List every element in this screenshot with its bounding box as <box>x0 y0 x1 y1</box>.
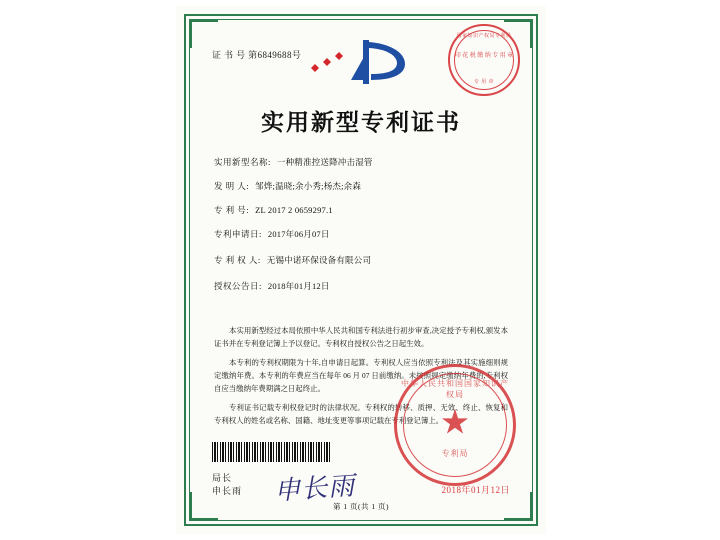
field-grant-announcement-date <box>214 280 510 292</box>
patent-certificate-sheet <box>176 6 546 534</box>
certificate-fields <box>214 156 510 304</box>
border-corner-top-left <box>190 20 218 48</box>
field-label: 专 利 号: <box>214 205 250 215</box>
field-inventors <box>214 180 510 192</box>
big-seal-arc-top-text: 中华人民共和国国家知识产权局 <box>401 379 509 399</box>
national-ip-office-seal-icon <box>394 364 516 486</box>
field-value: ZL 2017 2 0659297.1 <box>255 205 333 215</box>
stamp-duty-seal-icon <box>448 24 520 96</box>
top-seal-bottom-text: 专 用 章 <box>473 80 494 85</box>
field-value: 2018年01月12日 <box>267 281 330 291</box>
field-value: 2017年06月07日 <box>267 229 330 239</box>
certificate-serial-number: 证 书 号 第6849688号 <box>212 50 302 60</box>
field-label: 实用新型名称: <box>214 157 271 167</box>
signature-title: 局长 <box>212 473 233 483</box>
top-seal-middle-text: 印 花 税 缴 纳 专 用 章 <box>454 53 514 59</box>
signature-block <box>212 472 242 498</box>
field-application-date <box>214 228 510 240</box>
signature-name: 申长雨 <box>212 486 243 496</box>
barcode <box>212 442 332 462</box>
field-value: 无锡中诺环保设备有限公司 <box>266 255 372 265</box>
body-paragraph-3: 专利证书记载专利权登记时的法律状况。专利权的转移、质押、无效、终止、恢复和专利权人的姓名或名称、国籍、地址变更等事项记载在专利登记簿上。 <box>214 403 508 425</box>
handwritten-signature: 申长雨 <box>273 471 357 507</box>
seal-date: 2018年01月12日 <box>441 485 510 495</box>
field-label: 专利申请日: <box>214 229 262 239</box>
field-label: 授权公告日: <box>214 281 262 291</box>
field-label: 发 明 人: <box>214 181 250 191</box>
page-footer: 第 1 页(共 1 页) <box>333 502 389 511</box>
body-paragraph-1: 本实用新型经过本局依照中华人民共和国专利法进行初步审查,决定授予专利权,颁发本证书并在专利登记簿上予以登记。专利权自授权公告之日起生效。 <box>214 326 508 348</box>
body-paragraph-2: 本专利的专利权期限为十年,自申请日起算。专利权人应当依照专利法及其实施细则规定缴纳年费。本专利的年费应当在每年 06 月 07 日前缴纳。未按照规定缴纳年费的,专利权自应当缴纳年费期满之日起终止。 <box>214 358 508 393</box>
field-value: 邹烨;温晓;余小秀;杨杰;余森 <box>255 181 362 191</box>
field-patentee <box>214 254 510 266</box>
patent-office-logo-icon <box>301 34 421 90</box>
field-patent-number <box>214 204 510 216</box>
field-utility-model-name <box>214 156 510 168</box>
big-seal-arc-bottom-text: 专利局 <box>441 449 469 458</box>
field-value: 一种精准控送降冲击湿管 <box>276 157 373 167</box>
top-seal-arc-text: 国家知识产权局专利局 <box>456 34 512 39</box>
certificate-title: 实用新型专利证书 <box>261 109 461 136</box>
star-icon: ★ <box>439 404 471 442</box>
field-label: 专 利 权 人: <box>214 255 261 265</box>
